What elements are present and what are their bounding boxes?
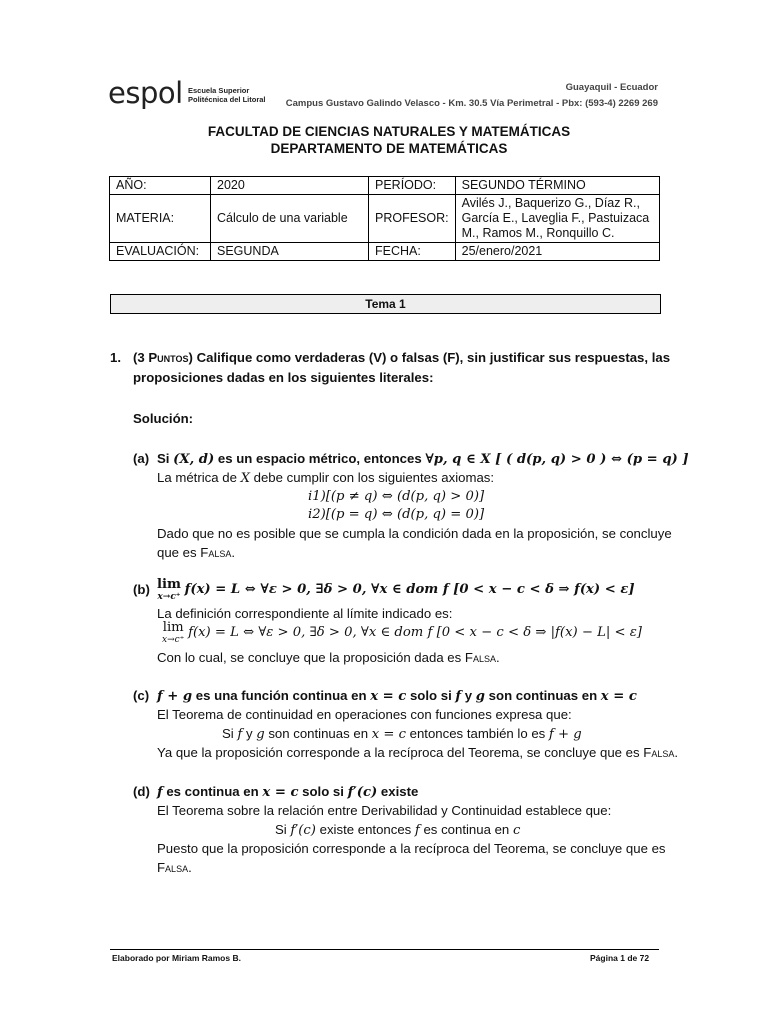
item-c-concl-pre: Ya que la proposición corresponde a la recíproca del Teorema, se concluye que es (157, 745, 644, 760)
period-label: PERÍODO: (369, 177, 456, 195)
item-b-def-lim-word: lim (162, 620, 184, 635)
item-b-lim-sub: x→c⁺ (157, 592, 181, 602)
item-d-m2: x = c (262, 785, 299, 800)
institution-line1: Escuela Superior (188, 86, 250, 95)
item-c-m2: x = c (370, 689, 407, 704)
item-a-concl-post: . (231, 545, 236, 560)
item-d-conclusion1: Puesto que la proposición corresponde a la recíproca del Teorema, se concluye que es (157, 841, 666, 856)
item-b-lim-word: lim (157, 577, 181, 592)
item-c-thm-m1: f (237, 727, 243, 742)
exam-info-table (109, 176, 660, 261)
item-b-def-math: f(x) = L ⇔ ∀ε > 0, ∃δ > 0, ∀x ∈ dom f [0 < x − c < δ ⇒ |f(x) − L| < ε] (188, 625, 642, 640)
item-c-t3: y (461, 688, 476, 703)
footer-divider (110, 949, 659, 950)
item-c-t4: son continuas en (485, 688, 601, 703)
item-a-label: (a) (133, 451, 150, 466)
item-c-m3: f (455, 689, 462, 704)
item-c-conclusion (157, 743, 678, 762)
item-c-m5: x = c (600, 689, 637, 704)
professor-value (455, 195, 659, 243)
item-a-line1-post: debe cumplir con los siguientes axiomas: (249, 470, 495, 485)
item-b-math: f(x) = L ⇔ ∀ε > 0, ∃δ > 0, ∀x ∈ dom f [0 < x − c < δ ⇒ f(x) < ε] (184, 582, 635, 597)
item-c-thm-m3: x = c (371, 727, 406, 742)
evaluation-value: SEGUNDA (211, 243, 369, 261)
item-b-concl-post: . (495, 650, 500, 665)
question-statement-line2: proposiciones dadas en los siguientes literales: (133, 370, 434, 385)
professor-line3: M., Ramos M., Ronquillo C. (461, 226, 615, 240)
evaluation-label: EVALUACIÓN: (110, 243, 211, 261)
solution-label: Solución: (133, 411, 194, 426)
year-value: 2020 (211, 177, 369, 195)
item-b-conclusion (157, 648, 500, 667)
item-a-math1: (X, d) (173, 452, 215, 467)
professor-line1: Avilés J., Baquerizo G., Díaz R., (461, 196, 640, 210)
item-c-thm-t2: y (242, 726, 257, 741)
footer-author: Elaborado por Miriam Ramos B. (112, 953, 241, 963)
item-a-axiom1: i1)[(p ≠ q) ⇔ (d(p, q) > 0)] (308, 489, 485, 504)
item-b-label: (b) (133, 582, 150, 597)
item-b-concl-word: Falsa (464, 650, 496, 665)
item-c-t2: solo si (406, 688, 456, 703)
address: Campus Gustavo Galindo Velasco - Km. 30.5 Vía Perimetral - Pbx: (593-4) 2269 269 (285, 98, 658, 109)
subject-value: Cálculo de una variable (211, 195, 369, 243)
item-a-concl-pre: que es (157, 545, 201, 560)
item-d-thm-m2: f (414, 823, 420, 838)
item-c-statement (157, 686, 637, 706)
item-d-thm-t1: Si (275, 822, 291, 837)
item-a-conclusion1: Dado que no es posible que se cumpla la condición dada en la proposición, se concluye (157, 526, 672, 541)
item-b-line1: La definición correspondiente al límite indicado es: (157, 606, 453, 621)
item-d-thm-m3: c (512, 823, 521, 838)
logo-text: espol (108, 76, 183, 110)
item-a-line1-math: X (240, 471, 250, 486)
date-label: FECHA: (369, 243, 456, 261)
question-statement-line1 (133, 348, 670, 367)
item-d-thm-m1: f′(c) (290, 823, 316, 838)
item-b-statement (157, 578, 635, 603)
item-a-mid: es un espacio métrico, entonces (214, 451, 426, 466)
item-a-line1 (157, 468, 494, 488)
faculty-title: FACULTAD DE CIENCIAS NATURALES Y MATEMÁTICAS (207, 124, 571, 139)
institution-line2: Politécnica del Litoral (188, 95, 266, 104)
location: Guayaquil - Ecuador (565, 82, 658, 93)
professor-line2: García E., Laveglia F., Pastuizaca (461, 211, 650, 225)
year-label: AÑO: (110, 177, 211, 195)
item-c-line1: El Teorema de continuidad en operaciones con funciones expresa que: (157, 707, 572, 722)
item-d-concl-word: Falsa (157, 860, 189, 875)
item-c-m4: g (475, 689, 486, 704)
item-a-concl-word: Falsa (200, 545, 232, 560)
item-d-thm-t3: es continua en (419, 822, 513, 837)
item-d-thm-t2: existe entonces (315, 822, 415, 837)
item-d-t1: es continua en (162, 784, 263, 799)
professor-label: PROFESOR: (369, 195, 456, 243)
item-c-concl-word: Falsa (643, 745, 675, 760)
item-d-statement (157, 782, 418, 802)
item-a-line1-pre: La métrica de (157, 470, 241, 485)
institution-name (188, 86, 298, 104)
department-title: DEPARTAMENTO DE MATEMÁTICAS (270, 141, 508, 156)
item-b-concl-pre: Con lo cual, se concluye que la proposición dada es (157, 650, 465, 665)
tema-header: Tema 1 (110, 294, 661, 314)
item-d-t3: existe (377, 784, 419, 799)
item-d-m1: f (157, 785, 163, 800)
question-number: 1. (110, 350, 121, 365)
item-a-pre: Si (157, 451, 174, 466)
item-b-def-limit (162, 621, 184, 646)
date-value: 25/enero/2021 (455, 243, 659, 261)
item-c-concl-post: . (674, 745, 679, 760)
item-c-thm-t4: entonces también lo es (405, 726, 549, 741)
item-c-theorem (222, 724, 582, 744)
item-a-axiom2: i2)[(p = q) ⇔ (d(p, q) = 0)] (308, 507, 485, 522)
item-c-thm-t3: son continuas en (264, 726, 372, 741)
item-d-m3: f′(c) (347, 785, 378, 800)
item-d-t2: solo si (298, 784, 348, 799)
item-d-line1: El Teorema sobre la relación entre Derivabilidad y Continuidad establece que: (157, 803, 612, 818)
item-c-label: (c) (133, 688, 150, 703)
item-c-thm-m2: g (256, 727, 265, 742)
item-d-theorem (275, 820, 520, 840)
period-value: SEGUNDO TÉRMINO (455, 177, 659, 195)
item-a-conclusion2 (157, 543, 235, 562)
item-d-conclusion2 (157, 858, 192, 877)
item-b-def-lim-sub: x→c⁺ (162, 635, 185, 645)
item-c-thm-t1: Si (222, 726, 238, 741)
item-c-t1: es una función continua en (192, 688, 371, 703)
footer-page-number: Página 1 de 72 (590, 953, 650, 963)
subject-label: MATERIA: (110, 195, 211, 243)
question-line1-text: Califique como verdaderas (V) o falsas (F), sin justificar sus respuestas, las (192, 350, 671, 365)
item-b-limit (157, 578, 181, 603)
item-a-math2: ∀p, q ∈ X [ ( d(p, q) > 0 ) ⇔ (p = q) ] (425, 452, 689, 467)
item-a-statement (157, 449, 689, 469)
question-points: (3 Puntos) (133, 350, 193, 365)
item-c-m1: f + g (157, 689, 193, 704)
item-d-label: (d) (133, 784, 150, 799)
item-d-concl-post: . (188, 860, 192, 875)
item-c-thm-m4: f + g (548, 727, 582, 742)
item-b-definition (162, 621, 642, 646)
